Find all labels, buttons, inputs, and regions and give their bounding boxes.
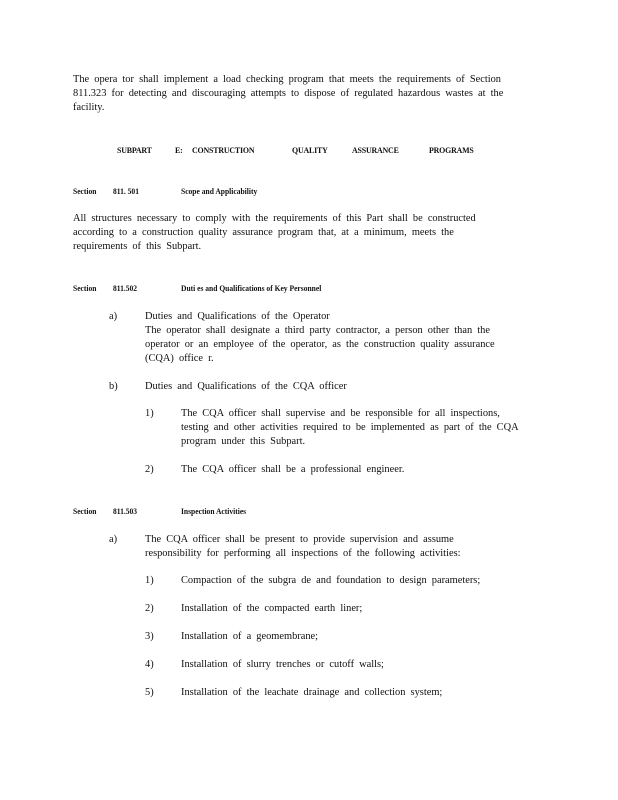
subitem-text: Installation of slurry trenches or cutoff walls; xyxy=(181,659,384,670)
subpart-word: ASSURANCE xyxy=(352,145,399,155)
subitem-text: Installation of the leachate drainage and collection system; xyxy=(181,687,443,698)
section-number: 811. 501 xyxy=(113,187,139,196)
subitem-text: Installation of a geomembrane; xyxy=(181,631,319,642)
section-title: Scope and Applicability xyxy=(181,187,258,196)
section-501-body xyxy=(73,212,538,254)
subitem-marker: 3) xyxy=(145,631,154,642)
item-marker: a) xyxy=(109,534,118,545)
subitem-marker: 5) xyxy=(145,687,154,698)
item-title: Duties and Qualifications of the Operator xyxy=(145,311,330,322)
subitem-text: Installation of the compacted earth liner; xyxy=(181,603,363,614)
section-label: Section xyxy=(73,507,97,516)
section-number: 811.503 xyxy=(113,507,138,516)
subitem-1-block xyxy=(181,407,539,449)
item-body-line: responsibility for performing all inspections of the following activities: xyxy=(145,548,461,559)
subpart-word: PROGRAMS xyxy=(429,145,474,155)
subpart-word: SUBPART xyxy=(117,145,152,155)
subitem-marker: 2) xyxy=(145,464,154,475)
section-label: Section xyxy=(73,187,97,196)
item-marker: a) xyxy=(109,311,118,322)
intro-paragraph xyxy=(73,73,538,115)
intro-line: 811.323 for detecting and discouraging attempts to dispose of regulated hazardous wastes at the xyxy=(73,88,504,99)
subitem-line: The CQA officer shall be a professional engineer. xyxy=(181,464,405,475)
subitem-marker: 1) xyxy=(145,408,154,419)
subitem-line: testing and other activities required to be implemented as part of the CQA xyxy=(181,422,519,433)
section-number: 811.502 xyxy=(113,284,138,293)
subitem-line: The CQA officer shall supervise and be responsible for all inspections, xyxy=(181,408,500,419)
subitem-2-block xyxy=(181,463,539,477)
subpart-word: QUALITY xyxy=(292,145,328,155)
subitem-marker: 1) xyxy=(145,575,154,586)
item-body-line: The CQA officer shall be present to provide supervision and assume xyxy=(145,534,454,545)
body-line: according to a construction quality assurance program that, at a minimum, meets the xyxy=(73,227,454,238)
body-line: requirements of this Subpart. xyxy=(73,241,202,252)
item-marker: b) xyxy=(109,381,118,392)
subitem-text: Compaction of the subgra de and foundation to design parameters; xyxy=(181,575,481,586)
subitem-marker: 2) xyxy=(145,603,154,614)
section-title: Inspection Activities xyxy=(181,507,247,516)
item-body-line: The operator shall designate a third party contractor, a person other than the xyxy=(145,325,490,336)
intro-line: The opera tor shall implement a load checking program that meets the requirements of Section xyxy=(73,74,501,85)
intro-line: facility. xyxy=(73,102,105,113)
body-line: All structures necessary to comply with the requirements of this Part shall be constructed xyxy=(73,213,476,224)
section-label: Section xyxy=(73,284,97,293)
subpart-letter: E: xyxy=(175,145,183,155)
subpart-word: CONSTRUCTION xyxy=(192,145,255,155)
item-a-block xyxy=(145,310,540,366)
item-b-title xyxy=(145,380,540,394)
item-503a-block xyxy=(145,533,540,561)
section-title: Duti es and Qualifications of Key Personnel xyxy=(181,284,322,293)
item-title: Duties and Qualifications of the CQA officer xyxy=(145,381,347,392)
item-body-line: (CQA) office r. xyxy=(145,353,214,364)
item-body-line: operator or an employee of the operator, as the construction quality assurance xyxy=(145,339,495,350)
subitem-line: program under this Subpart. xyxy=(181,436,306,447)
subitem-marker: 4) xyxy=(145,659,154,670)
